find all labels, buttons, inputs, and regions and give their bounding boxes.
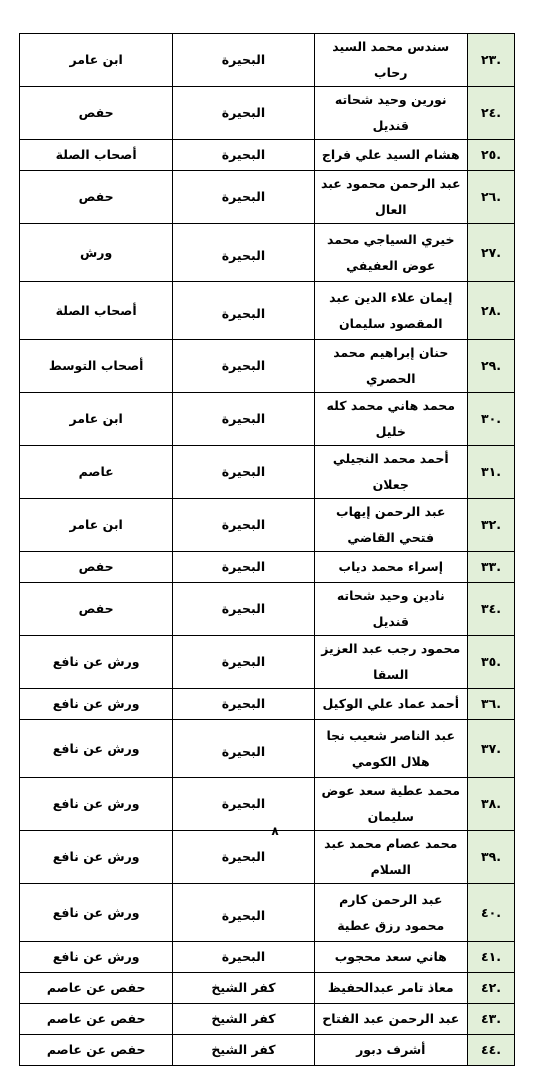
qiraa-cell: عاصم bbox=[20, 446, 173, 499]
governorate-cell: البحيرة bbox=[173, 720, 314, 778]
row-number-cell: .٣٥ bbox=[467, 636, 514, 689]
table-row bbox=[20, 1035, 515, 1066]
participant-name-cell: إيمان علاء الدين عبد المقصود سليمان bbox=[314, 282, 467, 340]
row-number-cell: .٢٣ bbox=[467, 34, 514, 87]
qiraa-cell: حفص bbox=[20, 552, 173, 583]
table-row bbox=[20, 140, 515, 171]
row-number-cell: .٣٧ bbox=[467, 720, 514, 778]
qiraa-cell: ورش عن نافع bbox=[20, 689, 173, 720]
table-row bbox=[20, 689, 515, 720]
participant-name-cell: محمود رجب عبد العزيز السقا bbox=[314, 636, 467, 689]
participants-table-body bbox=[20, 34, 515, 1066]
row-number-cell: .٢٥ bbox=[467, 140, 514, 171]
qiraa-cell: أصحاب التوسط bbox=[20, 340, 173, 393]
row-number-cell: .٣٨ bbox=[467, 778, 514, 831]
participant-name-cell: هشام السيد علي فراج bbox=[314, 140, 467, 171]
table-row bbox=[20, 552, 515, 583]
qiraa-cell: أصحاب الصلة bbox=[20, 282, 173, 340]
qiraa-cell: ورش عن نافع bbox=[20, 884, 173, 942]
governorate-cell: البحيرة bbox=[173, 340, 314, 393]
participants-table bbox=[19, 33, 515, 1066]
table-row bbox=[20, 973, 515, 1004]
qiraa-cell: ورش عن نافع bbox=[20, 720, 173, 778]
table-row bbox=[20, 636, 515, 689]
governorate-cell: البحيرة bbox=[173, 831, 314, 884]
participant-name-cell: نورين وحيد شحاته قنديل bbox=[314, 87, 467, 140]
participant-name-cell: محمد عطية سعد عوض سليمان bbox=[314, 778, 467, 831]
row-number-cell: .٤١ bbox=[467, 942, 514, 973]
qiraa-cell: حفص عن عاصم bbox=[20, 1004, 173, 1035]
governorate-cell: البحيرة bbox=[173, 636, 314, 689]
governorate-cell: البحيرة bbox=[173, 583, 314, 636]
governorate-cell: البحيرة bbox=[173, 942, 314, 973]
row-number-cell: .٣٢ bbox=[467, 499, 514, 552]
row-number-cell: .٣٦ bbox=[467, 689, 514, 720]
row-number-cell: .٣٩ bbox=[467, 831, 514, 884]
row-number-cell: .٤٢ bbox=[467, 973, 514, 1004]
qiraa-cell: ابن عامر bbox=[20, 34, 173, 87]
table-row bbox=[20, 1004, 515, 1035]
participant-name-cell: أحمد محمد النجيلي جعلان bbox=[314, 446, 467, 499]
table-row bbox=[20, 720, 515, 778]
qiraa-cell: ورش عن نافع bbox=[20, 636, 173, 689]
table-row bbox=[20, 282, 515, 340]
row-number-cell: .٣٠ bbox=[467, 393, 514, 446]
row-number-cell: .٢٨ bbox=[467, 282, 514, 340]
table-row bbox=[20, 393, 515, 446]
participant-name-cell: أشرف دبور bbox=[314, 1035, 467, 1066]
participant-name-cell: سندس محمد السيد رحاب bbox=[314, 34, 467, 87]
qiraa-cell: حفص bbox=[20, 171, 173, 224]
qiraa-cell: ابن عامر bbox=[20, 499, 173, 552]
governorate-cell: البحيرة bbox=[173, 446, 314, 499]
row-number-cell: .٤٤ bbox=[467, 1035, 514, 1066]
governorate-cell: البحيرة bbox=[173, 87, 314, 140]
qiraa-cell: أصحاب الصلة bbox=[20, 140, 173, 171]
governorate-cell: البحيرة bbox=[173, 171, 314, 224]
qiraa-cell: ابن عامر bbox=[20, 393, 173, 446]
row-number-cell: .٢٤ bbox=[467, 87, 514, 140]
qiraa-cell: ورش عن نافع bbox=[20, 778, 173, 831]
governorate-cell: البحيرة bbox=[173, 884, 314, 942]
qiraa-cell: حفص bbox=[20, 87, 173, 140]
participant-name-cell: حنان إبراهيم محمد الحصري bbox=[314, 340, 467, 393]
participant-name-cell: عبد الرحمن عبد الفتاح bbox=[314, 1004, 467, 1035]
governorate-cell: البحيرة bbox=[173, 224, 314, 282]
governorate-cell: البحيرة bbox=[173, 552, 314, 583]
participant-name-cell: خيري السياجي محمد عوض العفيفي bbox=[314, 224, 467, 282]
row-number-cell: .٤٠ bbox=[467, 884, 514, 942]
qiraa-cell: ورش عن نافع bbox=[20, 831, 173, 884]
governorate-cell: البحيرة bbox=[173, 778, 314, 831]
row-number-cell: .٢٧ bbox=[467, 224, 514, 282]
row-number-cell: .٣٣ bbox=[467, 552, 514, 583]
table-row bbox=[20, 583, 515, 636]
governorate-cell: كفر الشيخ bbox=[173, 1035, 314, 1066]
participant-name-cell: عبد الرحمن محمود عبد العال bbox=[314, 171, 467, 224]
row-number-cell: .٢٩ bbox=[467, 340, 514, 393]
qiraa-cell: حفص عن عاصم bbox=[20, 1035, 173, 1066]
governorate-cell: البحيرة bbox=[173, 282, 314, 340]
table-row bbox=[20, 446, 515, 499]
governorate-cell: كفر الشيخ bbox=[173, 1004, 314, 1035]
table-row bbox=[20, 942, 515, 973]
table-row bbox=[20, 499, 515, 552]
table-row bbox=[20, 340, 515, 393]
participant-name-cell: معاذ تامر عبدالحفيظ bbox=[314, 973, 467, 1004]
governorate-cell: البحيرة bbox=[173, 499, 314, 552]
row-number-cell: .٢٦ bbox=[467, 171, 514, 224]
participant-name-cell: عبد الرحمن إيهاب فتحي القاضي bbox=[314, 499, 467, 552]
participant-name-cell: محمد عصام محمد عبد السلام bbox=[314, 831, 467, 884]
row-number-cell: .٣٤ bbox=[467, 583, 514, 636]
participant-name-cell: هاني سعد محجوب bbox=[314, 942, 467, 973]
table-row bbox=[20, 831, 515, 884]
table-row bbox=[20, 884, 515, 942]
page-number: ٨ bbox=[271, 824, 279, 838]
table-row bbox=[20, 34, 515, 87]
participant-name-cell: نادين وحيد شحاته قنديل bbox=[314, 583, 467, 636]
participant-name-cell: محمد هاني محمد كله خليل bbox=[314, 393, 467, 446]
participant-name-cell: عبد الناصر شعيب نجا هلال الكومي bbox=[314, 720, 467, 778]
governorate-cell: البحيرة bbox=[173, 34, 314, 87]
qiraa-cell: حفص bbox=[20, 583, 173, 636]
governorate-cell: البحيرة bbox=[173, 689, 314, 720]
participant-name-cell: عبد الرحمن كارم محمود رزق عطية bbox=[314, 884, 467, 942]
table-row bbox=[20, 171, 515, 224]
table-row bbox=[20, 778, 515, 831]
qiraa-cell: حفص عن عاصم bbox=[20, 973, 173, 1004]
governorate-cell: البحيرة bbox=[173, 140, 314, 171]
row-number-cell: .٣١ bbox=[467, 446, 514, 499]
row-number-cell: .٤٣ bbox=[467, 1004, 514, 1035]
qiraa-cell: ورش عن نافع bbox=[20, 942, 173, 973]
table-row bbox=[20, 87, 515, 140]
participant-name-cell: إسراء محمد دياب bbox=[314, 552, 467, 583]
governorate-cell: البحيرة bbox=[173, 393, 314, 446]
qiraa-cell: ورش bbox=[20, 224, 173, 282]
participant-name-cell: أحمد عماد علي الوكيل bbox=[314, 689, 467, 720]
governorate-cell: كفر الشيخ bbox=[173, 973, 314, 1004]
table-row bbox=[20, 224, 515, 282]
